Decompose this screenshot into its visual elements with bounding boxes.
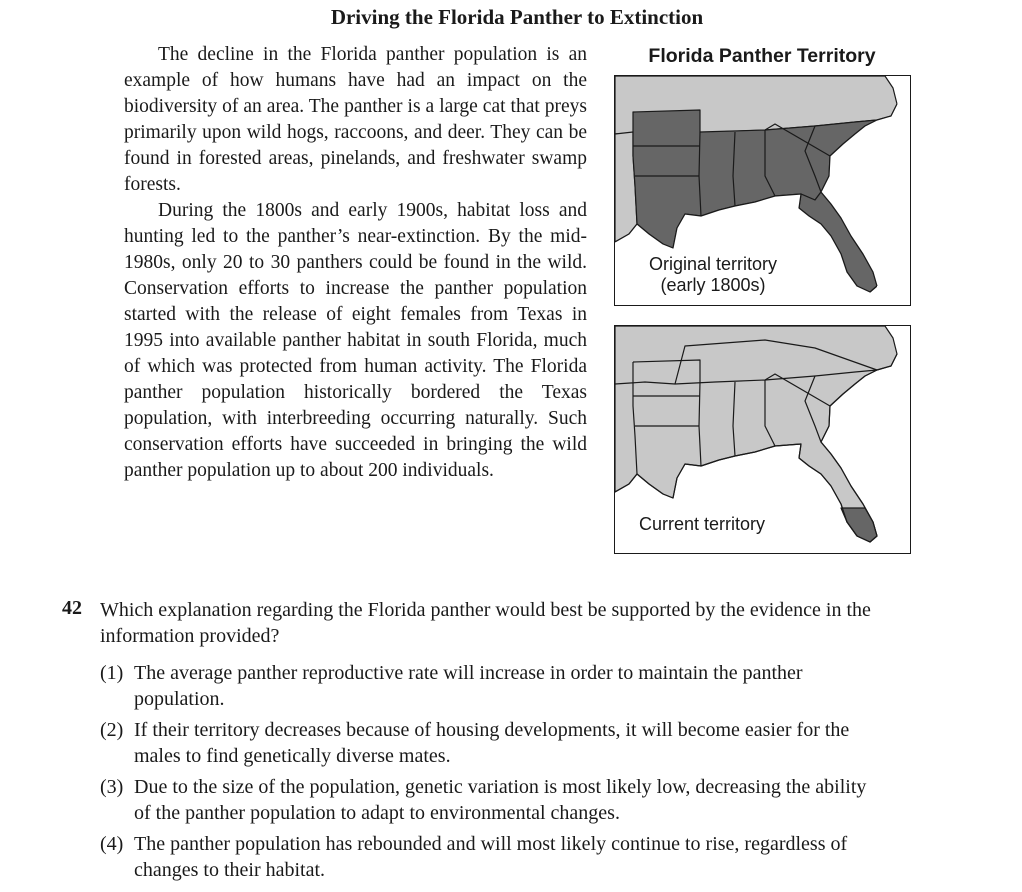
page-title: Driving the Florida Panther to Extinction: [330, 5, 704, 29]
answer-choices: [100, 660, 880, 888]
current-territory-caption: Current territory: [639, 514, 789, 535]
question-number: 42: [62, 597, 82, 619]
answer-choice-1[interactable]: [100, 660, 880, 712]
choice-number: (1): [100, 662, 124, 684]
answer-choice-3[interactable]: [100, 774, 880, 826]
original-territory-map: [614, 75, 911, 306]
choice-number: (4): [100, 833, 124, 855]
answer-choice-2[interactable]: [100, 717, 880, 769]
question-text: Which explanation regarding the Florida panther would best be supported by the evidence in the information provided?: [100, 599, 871, 647]
choice-text: The panther population has rebounded and will most likely continue to rise, regardless of changes to their habitat.: [134, 833, 848, 881]
current-territory-map: [614, 325, 911, 554]
passage-paragraph-1: The decline in the Florida panther population is an example of how humans have had an impact on the biodiversity of an area. The panther is a large cat that preys primarily upon wild hogs, raccoons, and deer. They can be found in forested areas, pinelands, and freshwater swamp forests.: [124, 44, 587, 195]
original-territory-caption: [633, 254, 793, 296]
original-caption-line-2: (early 1800s): [660, 275, 766, 295]
choice-number: (3): [100, 776, 124, 798]
map-heading: Florida Panther Territory: [648, 45, 876, 67]
passage-paragraph-2: During the 1800s and early 1900s, habitat loss and hunting led to the panther’s near-extinction. By the mid-1980s, only 20 to 30 panthers could be found in the wild. Conservation efforts to increase the panther population started with the release of eight females from Texas in 1995 into available panther habitat in south Florida, much of which was protected from human activity. The Florida panther population historically bordered the Texas population, with interbreeding occurring naturally. Such conservation efforts have succeeded in bringing the wild panther population up to about 200 individuals.: [124, 200, 587, 481]
answer-choice-4[interactable]: [100, 831, 880, 883]
choice-text: The average panther reproductive rate will increase in order to maintain the panther population.: [134, 662, 803, 710]
choice-number: (2): [100, 719, 124, 741]
passage: [124, 42, 587, 484]
choice-text: Due to the size of the population, genetic variation is most likely low, decreasing the ability of the panther population to adapt to environmental changes.: [134, 776, 867, 824]
original-caption-line-1: Original territory: [648, 254, 778, 274]
choice-text: If their territory decreases because of housing developments, it will become easier for the males to find genetically diverse mates.: [134, 719, 850, 767]
